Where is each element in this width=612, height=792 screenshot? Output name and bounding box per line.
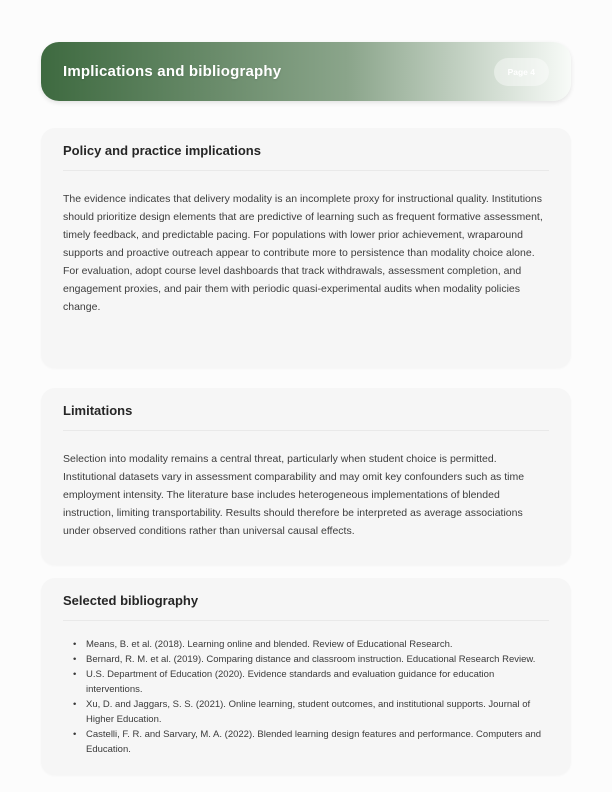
reference-text: Castelli, F. R. and Sarvary, M. A. (2022). Blended learning design features and performance. Computers and Education. bbox=[86, 729, 542, 755]
list-item bbox=[63, 667, 549, 697]
header-banner bbox=[41, 42, 571, 101]
bullet-icon bbox=[73, 637, 76, 652]
bullet-icon bbox=[73, 667, 76, 682]
section-heading: Selected bibliography bbox=[63, 593, 199, 608]
list-item bbox=[63, 697, 549, 727]
bullet-icon bbox=[73, 652, 76, 667]
bullet-icon bbox=[73, 697, 76, 712]
reference-text: Bernard, R. M. et al. (2019). Comparing distance and classroom instruction. Educational Research Review. bbox=[86, 654, 536, 665]
page-title: Implications and bibliography bbox=[63, 63, 282, 80]
page-number-badge: Page 4 bbox=[494, 58, 549, 86]
section-body-text: Selection into modality remains a central threat, particularly when student choice is permitted. Institutional datasets vary in assessment comparability and may omit key confounders such as time employment intensity. The literature base includes heterogeneous implementations of blended instruction, limiting transportability. Results should therefore be interpreted as average associations under observed conditions rather than universal causal effects. bbox=[63, 453, 525, 537]
list-item bbox=[63, 652, 549, 667]
section-divider bbox=[63, 430, 549, 431]
bibliography-list bbox=[63, 637, 549, 757]
section-body-text: The evidence indicates that delivery modality is an incomplete proxy for instructional quality. Institutions should prioritize design elements that are predictive of learning such as frequent formative assessment, timely feedback, and predictable pacing. For populations with lower prior achievement, wraparound supports and proactive outreach appear to contribute more to persistence than modality choice alone. For evaluation, adopt course level dashboards that track withdrawals, assessment completion, and engagement proxies, and pair them with periodic quasi-experimental audits when modality policies change. bbox=[63, 193, 543, 313]
section-heading: Limitations bbox=[63, 403, 133, 418]
reference-text: Xu, D. and Jaggars, S. S. (2021). Online learning, student outcomes, and institutional supports. Journal of Higher Education. bbox=[86, 699, 531, 725]
section-heading: Policy and practice implications bbox=[63, 143, 261, 158]
section-divider bbox=[63, 170, 549, 171]
reference-text: U.S. Department of Education (2020). Evidence standards and evaluation guidance for education interventions. bbox=[86, 669, 495, 695]
section-card-policy-implications bbox=[41, 128, 571, 368]
bullet-icon bbox=[73, 727, 76, 742]
list-item bbox=[63, 727, 549, 757]
section-divider bbox=[63, 620, 549, 621]
reference-text: Means, B. et al. (2018). Learning online and blended. Review of Educational Research. bbox=[86, 639, 453, 650]
list-item bbox=[63, 637, 549, 652]
section-card-bibliography bbox=[41, 578, 571, 775]
section-card-limitations bbox=[41, 388, 571, 565]
